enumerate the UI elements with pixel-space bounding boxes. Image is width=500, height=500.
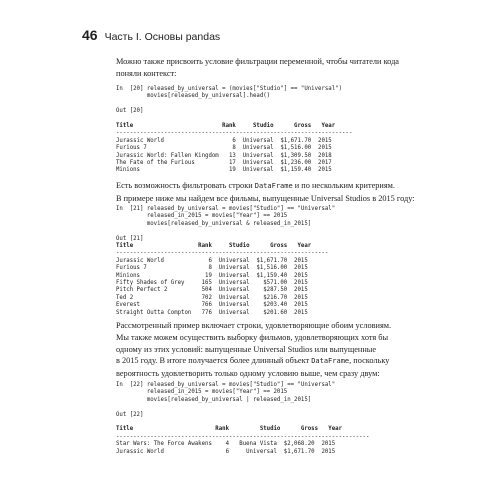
text-line: поняли контекст:	[116, 68, 177, 78]
table-header: Title Rank Studio Gross Year	[116, 426, 342, 433]
table-row: Ted 2 702 Universal $216.70 2015	[116, 294, 308, 301]
code-block-22	[116, 382, 369, 456]
table-header: Title Rank Studio Gross Year	[116, 243, 312, 250]
output-label: Out [20]	[116, 108, 144, 115]
paragraph-3	[116, 320, 392, 380]
text-line: одному из этих условий: выпущенные Universal Studios или выпущенные	[116, 344, 377, 354]
text-fragment: в 2015 году. В итоге получается более длинный объект	[116, 356, 312, 366]
text-line	[116, 180, 395, 193]
code-block-21	[116, 206, 335, 317]
table-row: Minions 19 Universal $1,159.40 2015	[116, 167, 332, 174]
table-row: Pitch Perfect 2 504 Universal $287.50 2015	[116, 287, 308, 294]
text-fragment: и по нескольким критериям.	[292, 181, 395, 190]
table-row: Star Wars: The Force Awakens 4 Buena Vista $2,068.20 2015	[116, 441, 336, 448]
paragraph-1	[116, 56, 399, 80]
code-input-line: In [20] released_by_universal = (movies["Studio"] == "Universal")	[116, 86, 342, 92]
code-input-line: released_in_2015 = movies["Year"] == 2015	[116, 213, 288, 220]
text-line: Мы также можем осуществить выборку фильмов, удовлетворяющих хотя бы	[116, 332, 389, 342]
code-input-line: In [21] released_by_universal = movies["Studio"] == "Universal"	[116, 206, 336, 212]
text-line: Можно также присвоить условие фильтрации переменной, чтобы читатели кода	[116, 57, 399, 66]
inline-code: DataFrame	[311, 357, 350, 366]
code-input-line: released_in_2015 = movies["Year"] == 2015	[116, 389, 288, 396]
table-row: Jurassic World 6 Universal $1,671.70 2015	[116, 137, 332, 144]
table-row: Everest 766 Universal $203.40 2015	[116, 302, 308, 309]
text-line	[116, 355, 390, 368]
table-row: Furious 7 8 Universal $1,516.00 2015	[116, 265, 308, 272]
running-header	[82, 27, 220, 43]
table-row: Jurassic World 6 Universal $1,671.70 2015	[116, 448, 336, 455]
table-rule: --------------------------------------------------------------	[116, 250, 329, 257]
code-input-line: movies[released_by_universal].head()	[116, 93, 271, 100]
page-number: 46	[82, 27, 98, 43]
text-line: вероятность удовлетворить только одному условию выше, чем сразу двум:	[116, 369, 380, 379]
output-label: Out [21]	[116, 235, 144, 242]
table-row: Jurassic World: Fallen Kingdom 13 Universal $1,309.50 2018	[116, 152, 332, 159]
text-line: Рассмотренный пример включает строки, удовлетворяющие обоим условиям.	[116, 321, 392, 330]
paragraph-2	[116, 180, 415, 205]
table-row: Minions 19 Universal $1,159.40 2015	[116, 272, 308, 279]
table-row: The Fate of the Furious 17 Universal $1,236.00 2017	[116, 160, 332, 167]
table-rule: ---------------------------------------------------------------------	[116, 130, 353, 137]
code-input-line: movies[released_by_universal | released_in_2015]	[116, 396, 312, 403]
output-label: Out [22]	[116, 411, 144, 418]
code-block-20	[116, 86, 352, 175]
text-line: В примере ниже мы найдем все фильмы, выпущенные Universal Studios в 2015 году:	[116, 193, 415, 203]
chapter-title: Часть I. Основы pandas	[104, 31, 221, 43]
code-input-line: movies[released_by_universal & released_in_2015]	[116, 220, 312, 227]
inline-code: DataFrame	[254, 182, 293, 190]
table-row: Fifty Shades of Grey 165 Universal $571.00 2015	[116, 280, 308, 287]
table-header: Title Rank Studio Gross Year	[116, 123, 336, 130]
table-row: Straight Outta Compton 776 Universal $201.60 2015	[116, 309, 308, 316]
table-row: Furious 7 8 Universal $1,516.00 2015	[116, 145, 332, 152]
text-fragment: , поскольку	[349, 356, 390, 366]
text-fragment: Есть возможность фильтровать строки	[116, 181, 255, 190]
code-input-line: In [22] released_by_universal = movies["Studio"] == "Universal"	[116, 382, 336, 388]
table-row: Jurassic World 6 Universal $1,671.70 2015	[116, 257, 308, 264]
table-rule: --------------------------------------------------------------------------	[116, 433, 370, 440]
